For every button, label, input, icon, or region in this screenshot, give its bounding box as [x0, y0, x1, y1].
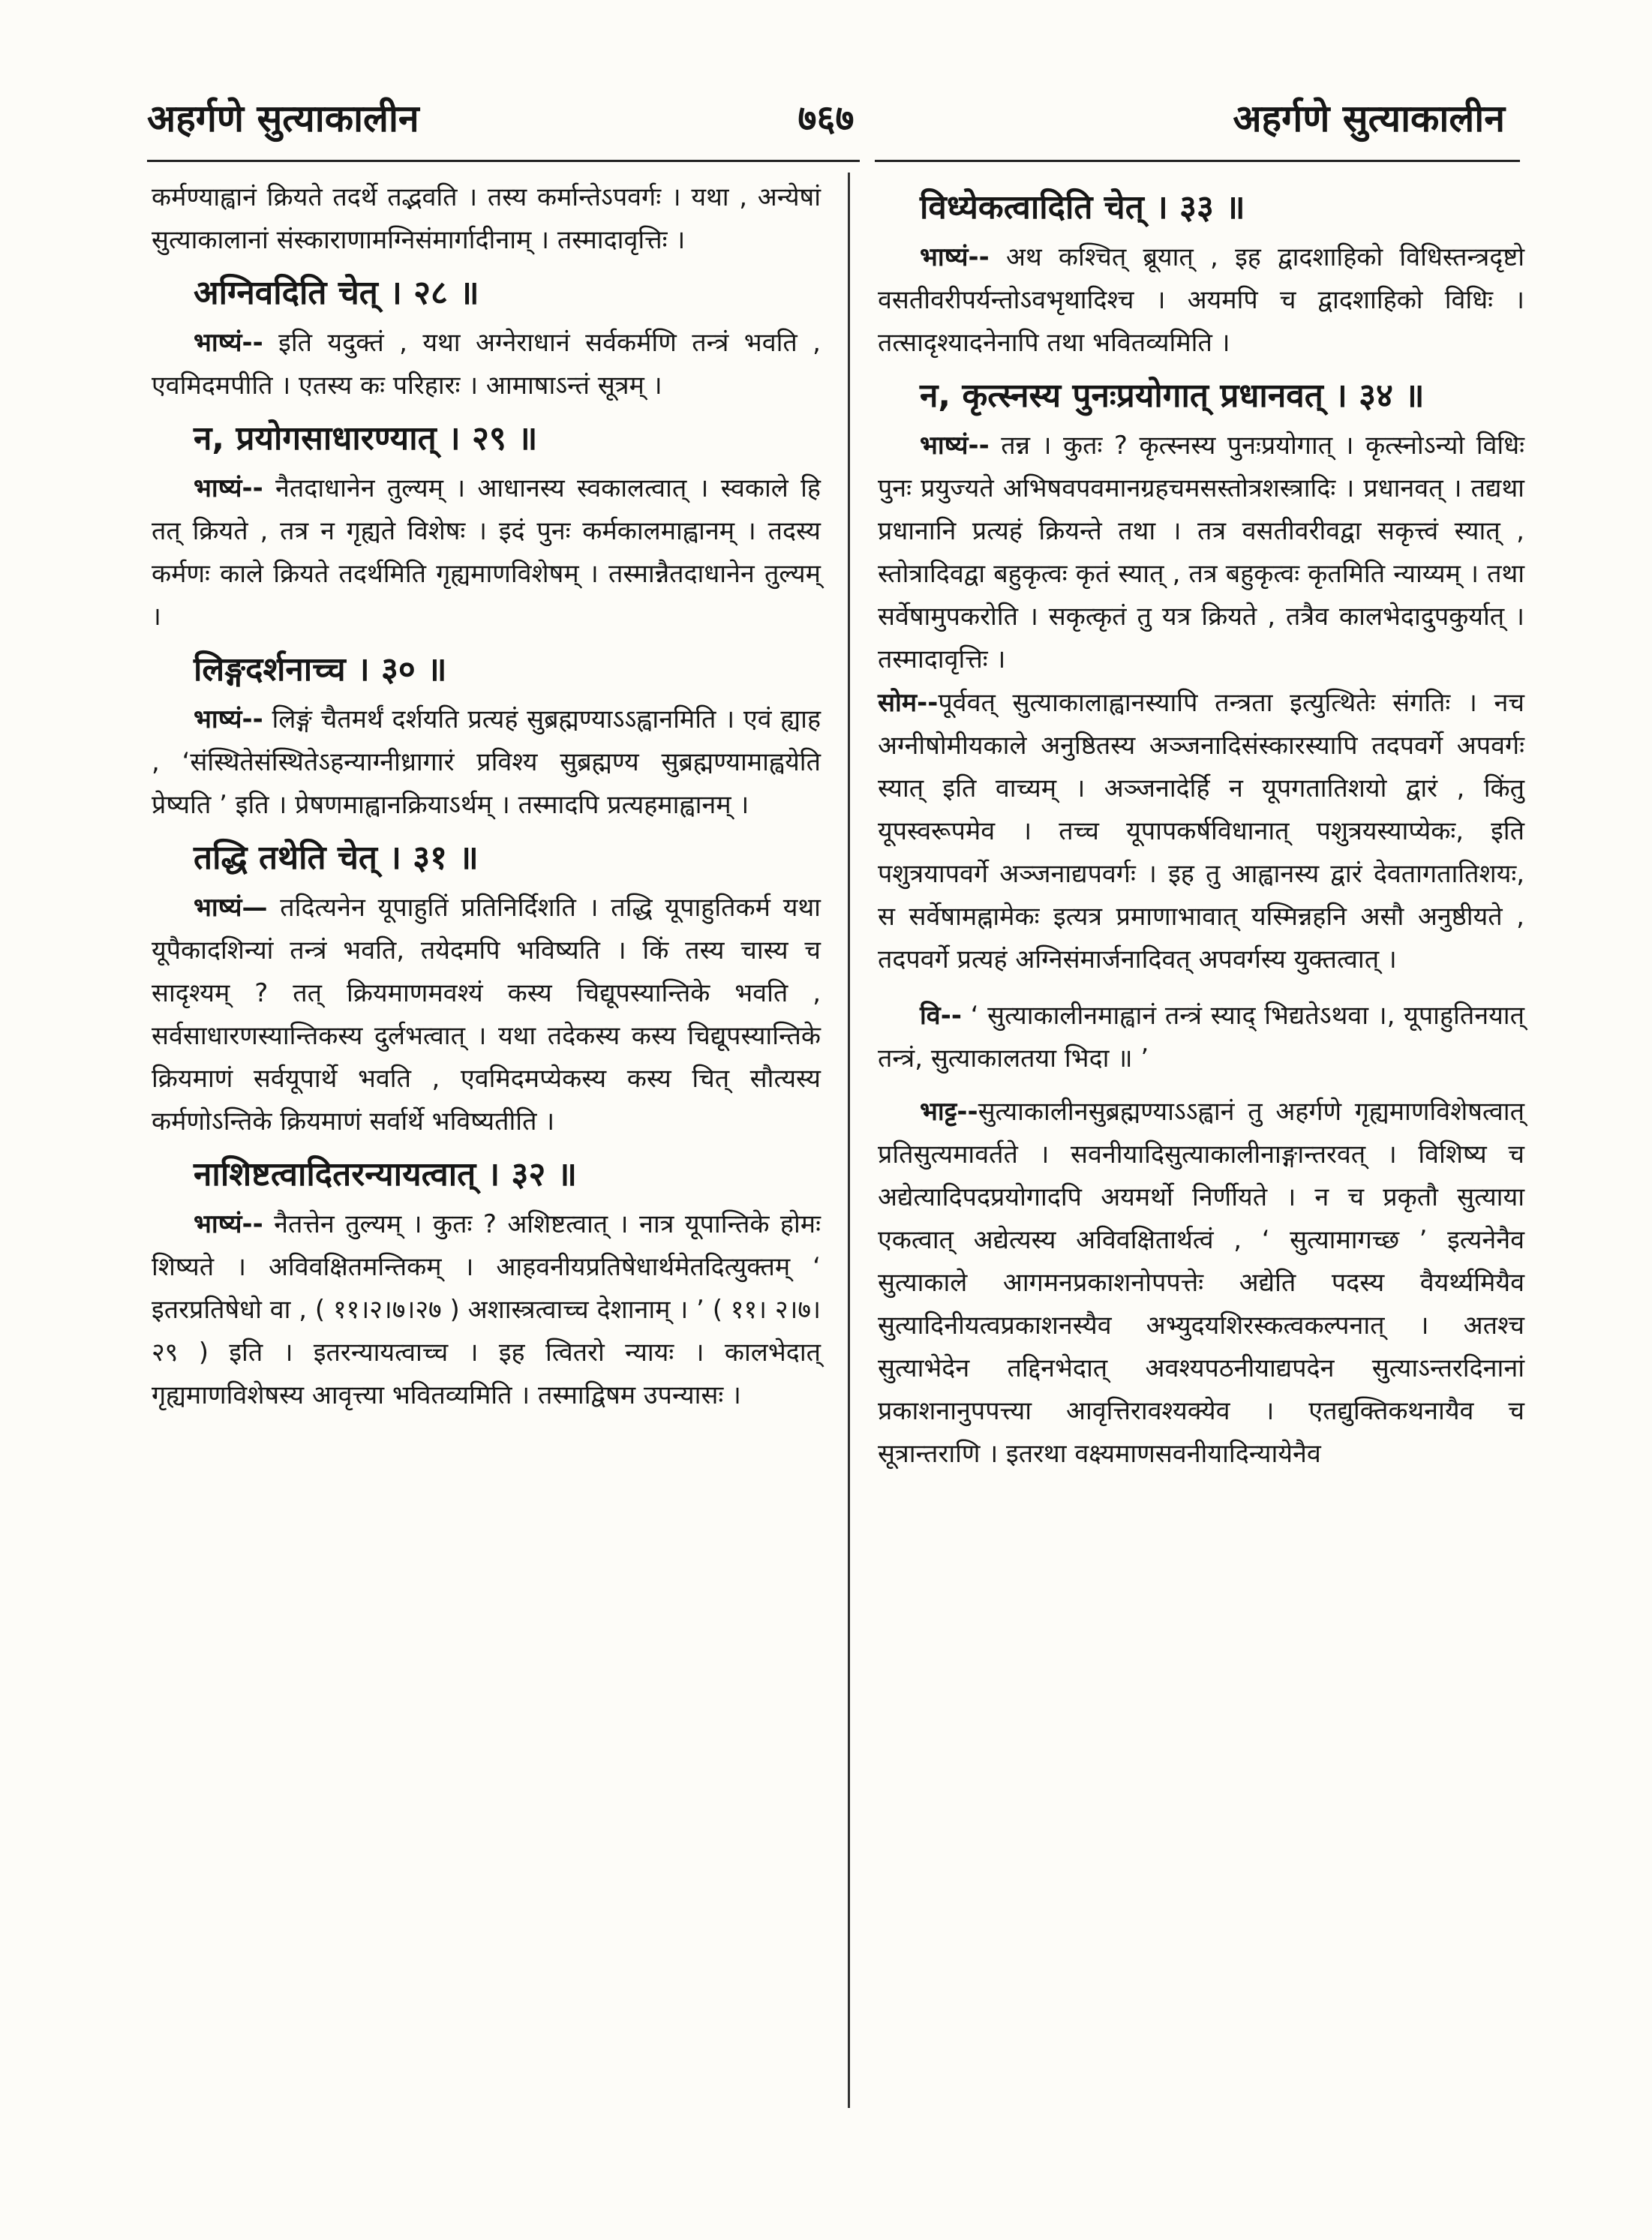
sutra-heading: [878, 369, 1524, 423]
commentary-label: भाष्यं--: [920, 242, 990, 272]
paragraph-text: विध्येकत्वादिति चेत् । ३३ ॥: [920, 188, 1245, 227]
commentary-label: भाष्यं--: [920, 431, 990, 461]
paragraph: [878, 425, 1524, 681]
commentary-label: भाष्यं--: [194, 328, 263, 358]
paragraph-text: न, प्रयोगसाधारण्यात् । २९ ॥: [194, 419, 538, 458]
paragraph-text: लिङ्गदर्शनाच्च । ३० ॥: [194, 650, 447, 689]
sutra-heading: [152, 266, 821, 320]
paragraph-text: सुत्याकालीनसुब्रह्मण्याऽऽह्वानं तु अहर्गणे गृह्यमाणविशेषत्वात् प्रतिसुत्यमावर्तते । सवनीयादिसुत्याकालीनाङ्गान्तरवत् । विशिष्य च अद्येत्यादिपदप्रयोगादपि अयमर्थो निर्णीयते । न च प्रकृतौ सुत्याया एकत्वात् अद्येत्यस्य अविवक्षितार्थत्वं , ‘ सुत्यामागच्छ ’ इत्यनेनैव सुत्याकाले आगमनप्रकाशनोपपत्तेः अद्येति पदस्य वैयर्थ्यमियैव सुत्यादिनीयत्वप्रकाशनस्यैव अभ्युदयशिरस्कत्वकल्पनात् । अतश्च सुत्याभेदेन तद्दिनभेदात् अवश्यपठनीयाद्यपदेन सुत्याऽन्तरदिनानां प्रकाशनानुपपत्त्या आवृत्तिरावश्यक्येव । एतद्युक्तिकथनायैव च सूत्रान्तराणि । इतरथा वक्ष्यमाणसवनीयादिन्यायेनैव: [878, 1097, 1524, 1469]
paragraph-text: इति यदुक्तं , यथा अग्नेराधानं सर्वकर्मणि तन्त्रं भवति , एवमिदमपीति । एतस्य कः परिहारः । आमाषाऽन्तं सूत्रम् ।: [152, 328, 821, 401]
sutra-heading: [152, 1148, 821, 1202]
commentary-label: भाष्यं--: [194, 704, 263, 734]
page-number: ७६७: [797, 98, 855, 140]
right-column: [878, 176, 1524, 1476]
commentary-label: भाट्ट--: [920, 1097, 978, 1127]
paragraph-text: नैतदाधानेन तुल्यम् । आधानस्य स्वकालत्वात् । स्वकाले हि तत् क्रियते , तत्र न गृह्यते विशेषः । इदं पुनः कर्मकालमाह्वानम् । तदस्य कर्मणः काले क्रियते तदर्थमिति गृह्यमाणविशेषम् । तस्मान्नैतदाधानेन तुल्यम् ।: [152, 473, 821, 632]
paragraph: [878, 682, 1524, 981]
paragraph: [878, 995, 1524, 1080]
paragraph-text: नाशिष्टत्वादितरन्यायत्वात् । ३२ ॥: [194, 1155, 577, 1194]
running-head-left: अहर्गणे सुत्याकालीन: [147, 97, 419, 140]
paragraph: [152, 1203, 821, 1417]
paragraph: [878, 1091, 1524, 1476]
paragraph-text: अथ कश्चित् ब्रूयात् , इह द्वादशाहिको विधिस्तन्त्रदृष्टो वसतीवरीपर्यन्तोऽवभृथादिश्च । अयमपि च द्वादशाहिको विधिः । तत्सादृश्यादनेनापि तथा भवितव्यमिति ।: [878, 242, 1524, 358]
column-divider: [848, 173, 850, 2108]
sutra-heading: [152, 831, 821, 885]
paragraph-text: तद्धि तथेति चेत् । ३१ ॥: [194, 839, 479, 877]
commentary-label: सोम--: [878, 688, 939, 718]
paragraph: [152, 176, 821, 262]
commentary-label: वि--: [920, 1001, 962, 1031]
paragraph-text: न, कृत्स्नस्य पुनःप्रयोगात् प्रधानवत् । ३४ ॥: [920, 377, 1425, 415]
paragraph-text: ‘ सुत्याकालीनमाह्वानं तन्त्रं स्याद् भिद्यतेऽथवा ।, यूपाहुतिनयात् तन्त्रं, सुत्याकालतया भिदा ॥ ’: [878, 1001, 1524, 1073]
sutra-heading: [152, 412, 821, 466]
paragraph: [152, 887, 821, 1143]
commentary-label: भाष्यं—: [194, 893, 268, 923]
paragraph-text: तदित्यनेन यूपाहुतिं प्रतिनिर्दिशति । तद्धि यूपाहुतिकर्म यथा यूपैकादशिन्यां तन्त्रं भवति, तयेदमपि भविष्यति । किं तस्य चास्य च सादृश्यम् ? तत् क्रियमाणमवश्यं कस्य चिद्यूपस्यान्तिके भवति , सर्वसाधारणस्यान्तिकस्य दुर्लभत्वात् । यथा तदेकस्य कस्य चिद्यूपस्यान्तिके क्रियमाणं सर्वयूपार्थे भवति , एवमिदमप्येकस्य कस्य चित् सौत्यस्य कर्मणोऽन्तिके क्रियमाणं सर्वार्थे भविष्यतीति ।: [152, 893, 821, 1137]
header-rule-left: [147, 160, 860, 162]
paragraph: [152, 322, 821, 407]
paragraph-text: अग्निवदिति चेत् । २८ ॥: [194, 274, 479, 312]
paragraph-text: पूर्ववत् सुत्याकालाह्वानस्यापि तन्त्रता इत्युत्थितेः संगतिः । नच अग्नीषोमीयकाले अनुष्ठितस्य अञ्जनादिसंस्कारस्यापि तदपवर्गे अपवर्गः स्यात् इति वाच्यम् । अञ्जनादेर्हि न यूपगतातिशयो द्वारं , किंतु यूपस्वरूपमेव । तच्च यूपापकर्षविधानात् पशुत्रयस्याप्येकः, इति पशुत्रयापवर्गे अञ्जनाद्यपवर्गः । इह तु आह्वानस्य द्वारं देवतागतातिशयः, स सर्वेषामह्नामेकः इत्यत्र प्रमाणाभावात् यस्मिन्नहनि असौ अनुष्ठीयते , तदपवर्गे प्रत्यहं अग्निसंमार्जनादिवत् अपवर्गस्य युक्तत्वात् ।: [878, 688, 1524, 974]
paragraph-text: तन्न । कुतः ? कृत्स्नस्य पुनःप्रयोगात् । कृत्स्नोऽन्यो विधिः पुनः प्रयुज्यते अभिषवपवमानग्रहचमसस्तोत्रशस्त्रादिः । प्रधानवत् । तद्यथा प्रधानानि प्रत्यहं क्रियन्ते तथा । तत्र वसतीवरीवद्वा सकृत्त्वं स्यात् , स्तोत्रादिवद्वा बहुकृत्वः कृतं स्यात् , तत्र बहुकृत्वः कृतमिति न्याय्यम् । तथा सर्वेषामुपकरोति । सकृत्कृतं तु यत्र क्रियते , तत्रैव कालभेदादुपकुर्यात् । तस्मादावृत्तिः ।: [878, 431, 1524, 674]
running-head-right: अहर्गणे सुत्याकालीन: [1233, 97, 1505, 140]
paragraph-text: कर्मण्याह्वानं क्रियते तदर्थे तद्भवति । तस्य कर्मान्तेऽपवर्गः । यथा , अन्येषां सुत्याकालानां संस्काराणामग्निसंमार्गादीनाम् । तस्मादावृत्तिः ।: [152, 182, 821, 255]
paragraph: [152, 467, 821, 638]
header-rule-right: [875, 160, 1520, 162]
paragraph: [878, 236, 1524, 365]
sutra-heading: [878, 181, 1524, 235]
commentary-label: भाष्यं--: [194, 473, 263, 503]
commentary-label: भाष्यं--: [194, 1209, 263, 1239]
paragraph-text: नैतत्तेन तुल्यम् । कुतः ? अशिष्टत्वात् । नात्र यूपान्तिके होमः शिष्यते । अविवक्षितमन्तिकम् । आहवनीयप्रतिषेधार्थमेतदित्युक्तम् ‘ इतरप्रतिषेधो वा , ( ११।२।७।२७ ) अशास्त्रत्वाच्च देशानाम् । ’ ( ११। २।७।२९ ) इति । इतरन्यायत्वाच्च । इह त्वितरो न्यायः । कालभेदात् गृह्यमाणविशेषस्य आवृत्त्या भवितव्यमिति । तस्माद्विषम उपन्यासः ।: [152, 1209, 821, 1410]
left-column: [152, 176, 821, 1418]
paragraph: [152, 698, 821, 827]
paragraph-text: लिङ्गं चैतमर्थं दर्शयति प्रत्यहं सुब्रह्मण्याऽऽह्वानमिति । एवं ह्याह , ‘संस्थितेसंस्थितेऽहन्याग्नीध्रागारं प्रविश्य सुब्रह्मण्य सुब्रह्मण्यामाह्वयेति प्रेष्यति ’ इति । प्रेषणमाह्वानक्रियाऽर्थम् । तस्मादपि प्रत्यहमाह्वानम् ।: [152, 704, 821, 820]
sutra-heading: [152, 643, 821, 697]
